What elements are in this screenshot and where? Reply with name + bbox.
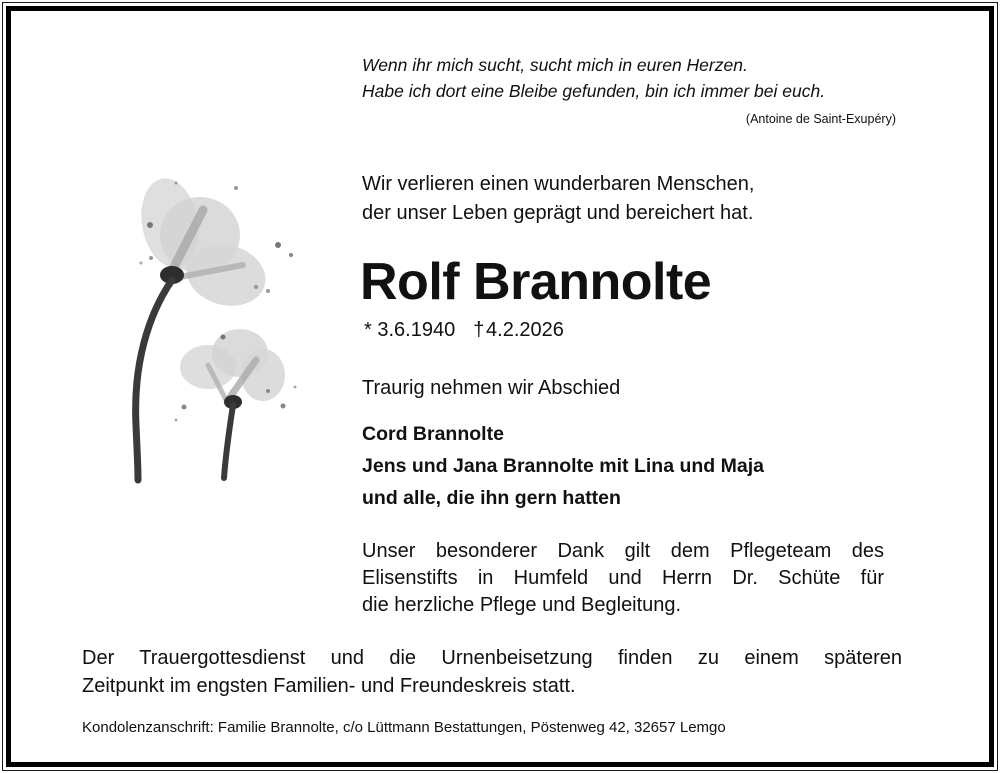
life-dates [364, 316, 564, 344]
thanks-line: Unser besonderer Dank gilt dem Pflegeteam des [362, 540, 884, 562]
thanks-line: die herzliche Pflege und Begleitung. [362, 594, 682, 616]
service-paragraph [82, 644, 902, 700]
deceased-name: Rolf Brannolte [360, 253, 712, 311]
family-member: Cord Brannolte [362, 423, 504, 445]
intro-text [362, 170, 754, 228]
death-date: 4.2.2026 [486, 319, 564, 341]
flower-illustration-icon [108, 165, 318, 490]
birth-symbol: * [364, 319, 372, 341]
condolence-address: Kondolenzanschrift: Familie Brannolte, c/o Lüttmann Bestattungen, Pöstenweg 42, 32657 Lemgo [82, 719, 726, 736]
family-member: Jens und Jana Brannolte mit Lina und Maja [362, 455, 764, 477]
thanks-paragraph [362, 538, 884, 619]
thanks-line: Elisenstifts in Humfeld und Herrn Dr. Schüte für [362, 567, 884, 589]
mourning-heading: Traurig nehmen wir Abschied [362, 377, 621, 399]
service-line: Der Trauergottesdienst und die Urnenbeisetzung finden zu einem späteren [82, 647, 902, 669]
service-line: Zeitpunkt im engsten Familien- und Freundeskreis statt. [82, 675, 576, 697]
family-list [362, 418, 764, 514]
quote-line: Wenn ihr mich sucht, sucht mich in euren Herzen. [362, 55, 748, 75]
epigraph-quote [362, 52, 825, 104]
family-member: und alle, die ihn gern hatten [362, 487, 621, 509]
intro-line: der unser Leben geprägt und bereichert hat. [362, 202, 754, 224]
intro-line: Wir verlieren einen wunderbaren Menschen, [362, 173, 755, 195]
quote-line: Habe ich dort eine Bleibe gefunden, bin ich immer bei euch. [362, 81, 826, 101]
birth-date: 3.6.1940 [377, 319, 456, 341]
quote-attribution: (Antoine de Saint-Exupéry) [745, 112, 896, 126]
death-cross-icon: † [473, 319, 485, 341]
